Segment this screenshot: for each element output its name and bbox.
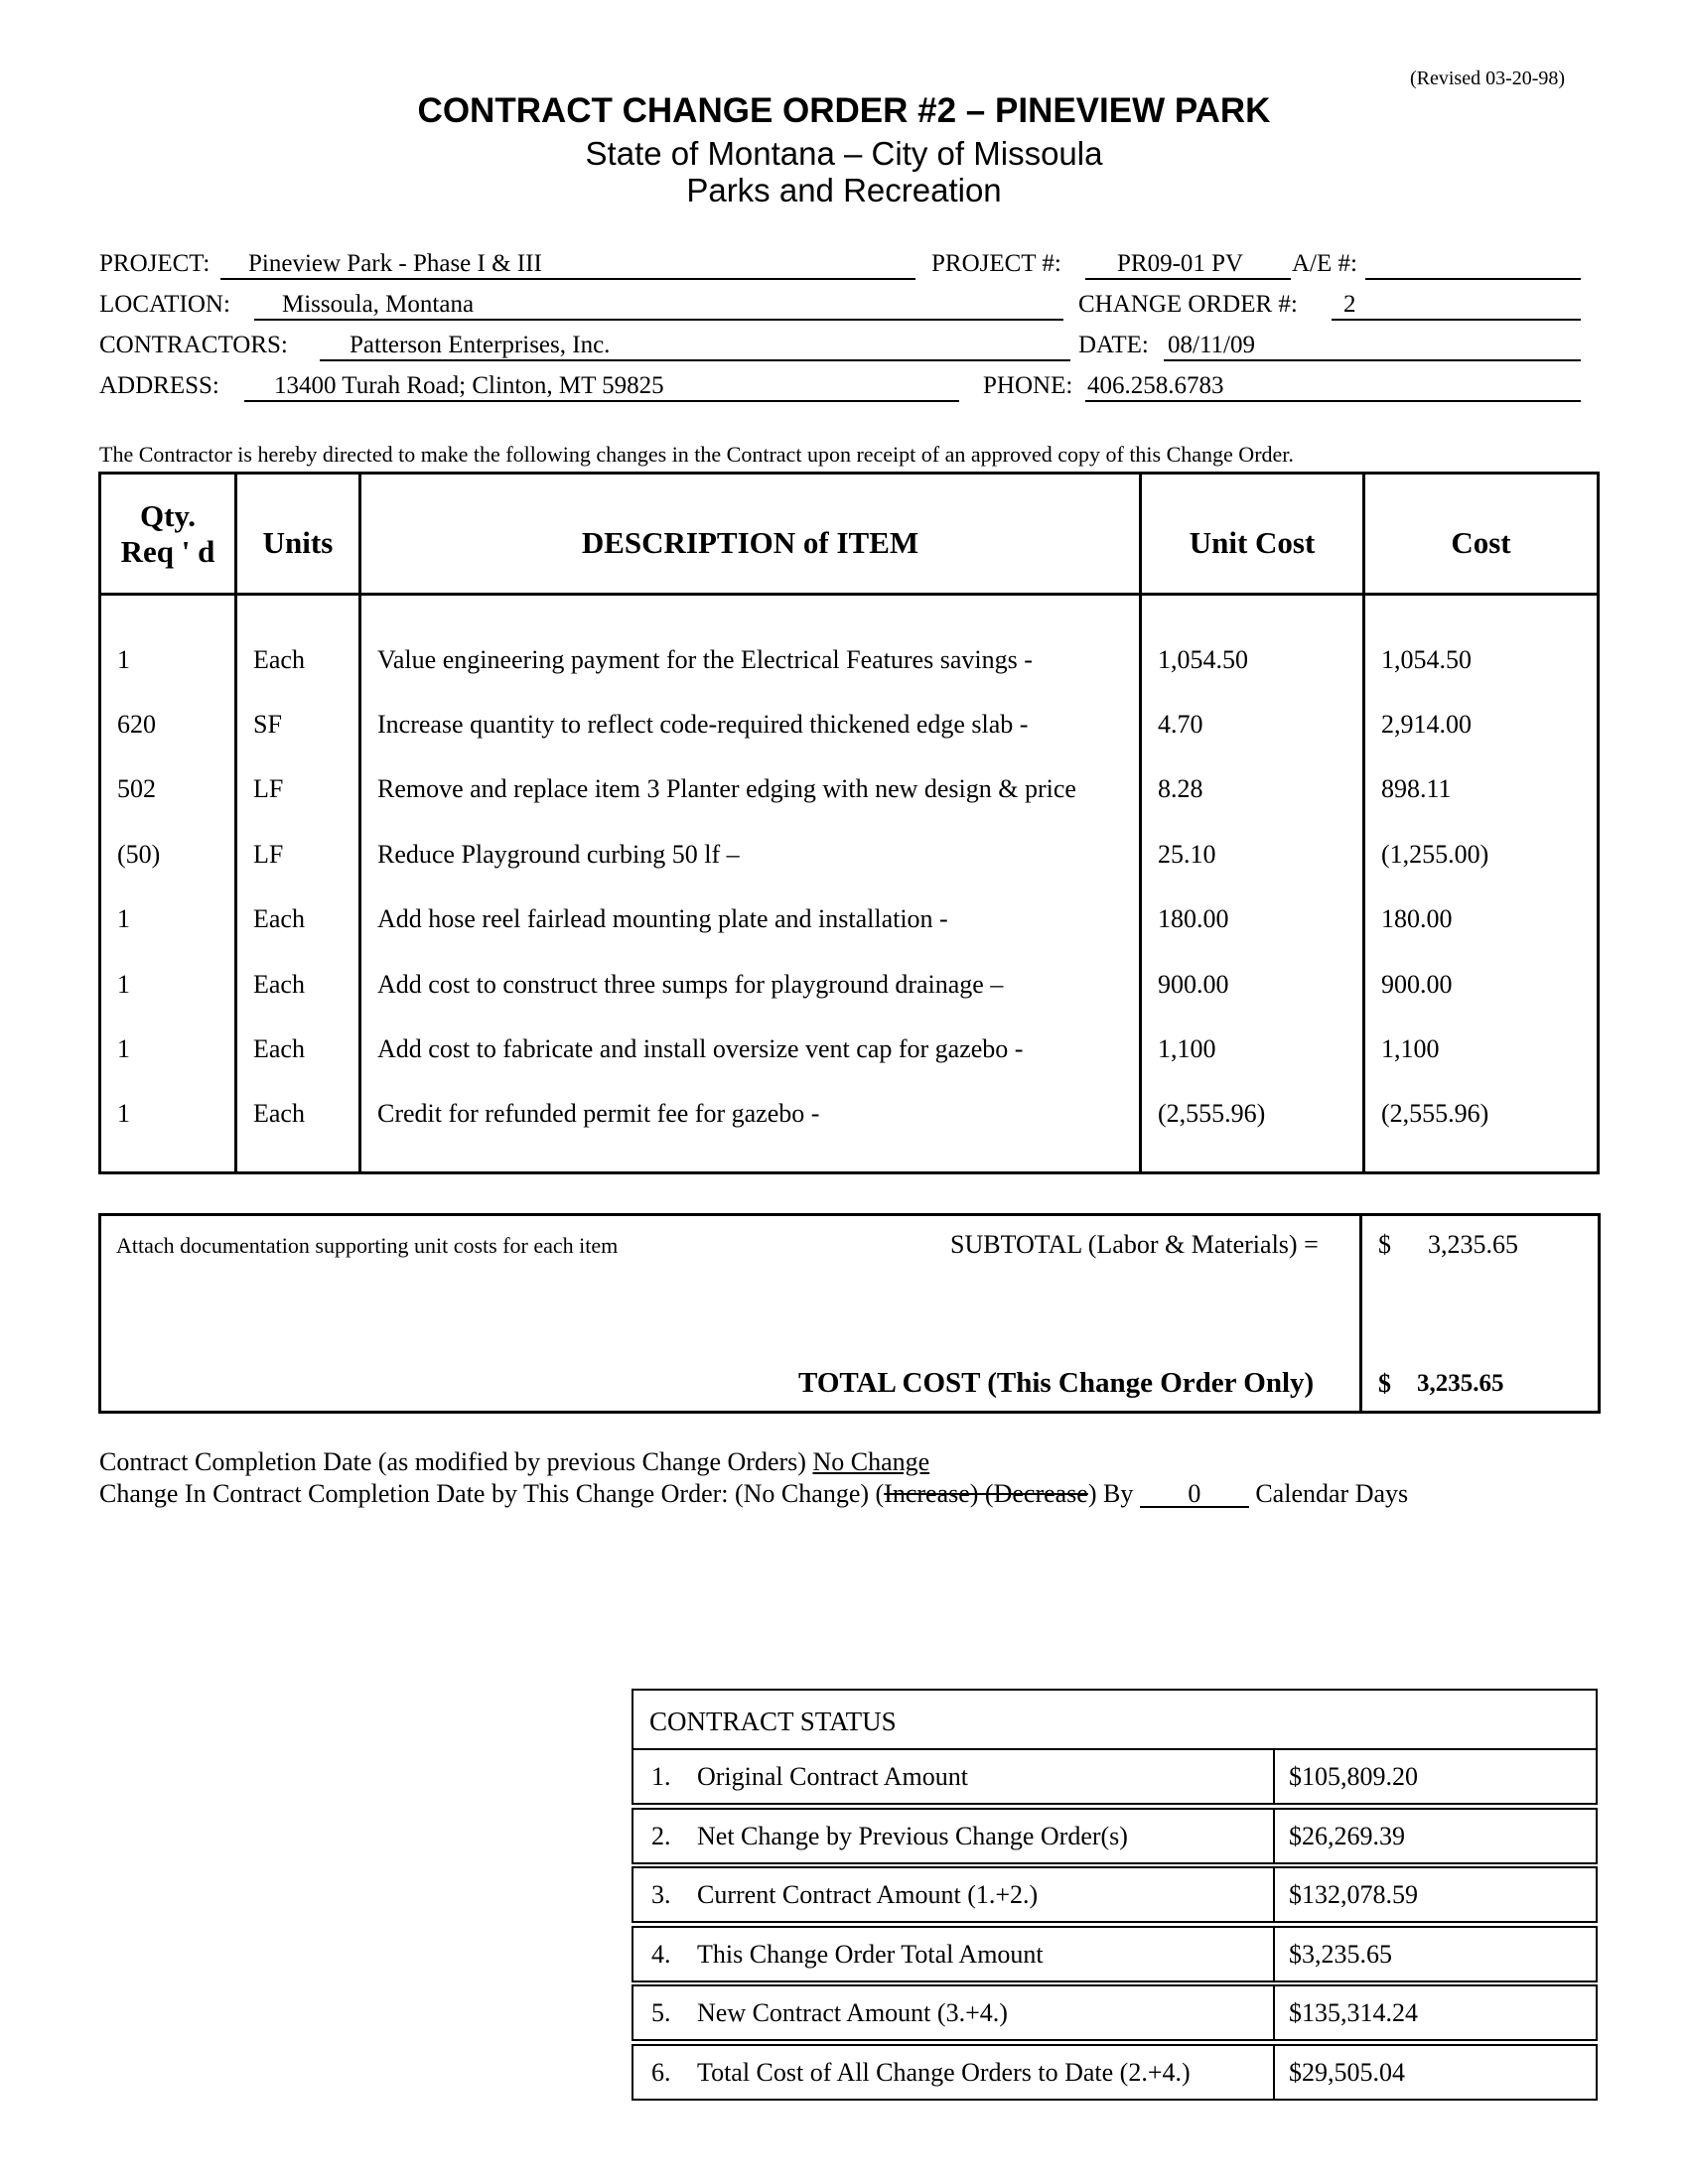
col-header-units: Units: [236, 474, 360, 595]
status-row-number: 2.: [651, 1821, 671, 1850]
completion-change-prefix: Change In Contract Completion Date by This Change Order: (No Change) (: [99, 1479, 885, 1508]
contract-status-header: [632, 1689, 1598, 1750]
directive-text: The Contractor is hereby directed to make the following changes in the Contract upon receipt of an approved copy of this Change Order.: [99, 442, 1294, 467]
project-number-field: [1085, 250, 1291, 280]
status-row-label: Total Cost of All Change Orders to Date (2.+4.): [697, 2057, 1191, 2087]
col-header-unit-cost: Unit Cost: [1141, 474, 1364, 595]
qty-column: [100, 595, 236, 1173]
status-row-number: 3.: [651, 1880, 671, 1909]
units-cell: LF: [253, 774, 284, 803]
qty-cell: 1: [117, 1034, 130, 1063]
phone-field: [1085, 372, 1581, 402]
contractors-field: [320, 332, 1070, 361]
status-row-number: 5.: [651, 1998, 671, 2027]
status-row-label: Current Contract Amount (1.+2.): [697, 1880, 1039, 1909]
units-cell: Each: [253, 645, 305, 674]
date-value: 08/11/09: [1168, 332, 1255, 358]
change-items-table: [98, 472, 1600, 1174]
status-row-amount: $26,269.39: [1289, 1821, 1405, 1850]
subtotal-value: 3,235.65: [1428, 1230, 1518, 1259]
status-row-divider: [1273, 1868, 1275, 1921]
unit-cost-column: [1141, 595, 1364, 1173]
unit-cost-cell: 1,054.50: [1158, 645, 1248, 674]
unit-cost-cell: 4.70: [1158, 710, 1203, 739]
completion-change-line: [99, 1479, 1408, 1509]
address-field: [244, 372, 959, 402]
status-row-label: New Contract Amount (3.+4.): [697, 1998, 1008, 2027]
status-row-divider: [1273, 1810, 1275, 1862]
contractors-value: Patterson Enterprises, Inc.: [350, 332, 611, 358]
document-subtitle-state: State of Montana – City of Missoula: [585, 135, 1103, 172]
status-row: [632, 1808, 1598, 1864]
status-row-amount: $132,078.59: [1289, 1880, 1418, 1909]
description-cell: Reduce Playground curbing 50 lf –: [377, 840, 740, 869]
contractors-label: CONTRACTORS:: [99, 332, 288, 358]
status-row-amount: $29,505.04: [1289, 2057, 1405, 2087]
unit-cost-cell: 1,100: [1158, 1034, 1216, 1063]
project-number-label: PROJECT #:: [931, 250, 1061, 277]
date-field: [1164, 332, 1581, 361]
status-row-divider: [1273, 1986, 1275, 2039]
unit-cost-cell: (2,555.96): [1158, 1099, 1266, 1128]
qty-cell: 1: [117, 904, 130, 933]
cost-cell: 898.11: [1381, 774, 1452, 803]
revision-note: (Revised 03-20-98): [1410, 68, 1566, 89]
document-title: CONTRACT CHANGE ORDER #2 – PINEVIEW PARK: [417, 91, 1271, 130]
cost-cell: (2,555.96): [1381, 1099, 1489, 1128]
location-label: LOCATION:: [99, 291, 230, 318]
status-row-amount: $3,235.65: [1289, 1939, 1392, 1969]
col-header-qty-line1: Qty.: [140, 497, 196, 533]
table-body-row: [100, 595, 1599, 1173]
project-field: [220, 250, 915, 280]
qty-cell: 620: [117, 710, 156, 739]
qty-cell: (50): [117, 840, 161, 869]
qty-cell: 1: [117, 970, 130, 999]
cost-cell: 1,054.50: [1381, 645, 1472, 674]
units-cell: Each: [253, 970, 305, 999]
location-value: Missoula, Montana: [282, 291, 475, 318]
qty-cell: 502: [117, 774, 156, 803]
qty-cell: 1: [117, 1099, 130, 1128]
description-cell: Value engineering payment for the Electrical Features savings -: [377, 645, 1033, 674]
completion-date-value: No Change: [812, 1447, 930, 1476]
status-row-label: Original Contract Amount: [697, 1762, 968, 1791]
status-row-label: Net Change by Previous Change Order(s): [697, 1821, 1128, 1850]
ae-number-field: [1365, 250, 1581, 280]
status-row: [632, 1866, 1598, 1923]
unit-cost-cell: 180.00: [1158, 904, 1229, 933]
project-value: Pineview Park - Phase I & III: [248, 250, 542, 277]
status-row-number: 4.: [651, 1939, 671, 1969]
status-row-divider: [1273, 2046, 1275, 2099]
table-header-row: [100, 474, 1599, 595]
col-header-qty: [100, 474, 236, 595]
calendar-days-value: 0: [1140, 1482, 1249, 1508]
subtotal-label: SUBTOTAL (Labor & Materials) =: [950, 1230, 1319, 1259]
description-cell: Add cost to construct three sumps for playground drainage –: [377, 970, 1004, 999]
unit-cost-cell: 900.00: [1158, 970, 1229, 999]
completion-change-suffix: Calendar Days: [1255, 1479, 1409, 1508]
status-row-label: This Change Order Total Amount: [697, 1939, 1044, 1969]
description-cell: Remove and replace item 3 Planter edging with new design & price: [377, 774, 1076, 803]
address-value: 13400 Turah Road; Clinton, MT 59825: [274, 372, 664, 399]
units-column: [236, 595, 360, 1173]
description-cell: Credit for refunded permit fee for gazebo -: [377, 1099, 820, 1128]
change-order-field: [1332, 291, 1581, 321]
status-row: [632, 1926, 1598, 1982]
change-order-label: CHANGE ORDER #:: [1078, 291, 1298, 318]
completion-date-line: [99, 1447, 929, 1477]
subtotal-divider: [1359, 1213, 1362, 1411]
cost-cell: 2,914.00: [1381, 710, 1472, 739]
change-order-value: 2: [1343, 291, 1356, 318]
qty-cell: 1: [117, 645, 130, 674]
units-cell: SF: [253, 710, 282, 739]
status-row-amount: $105,809.20: [1289, 1762, 1418, 1791]
project-label: PROJECT:: [99, 250, 211, 277]
location-field: [254, 291, 1063, 321]
total-cost-currency: $: [1378, 1369, 1391, 1398]
cost-cell: 180.00: [1381, 904, 1453, 933]
ae-number-label: A/E #:: [1292, 250, 1357, 277]
unit-cost-cell: 25.10: [1158, 840, 1216, 869]
document-subtitle-department: Parks and Recreation: [686, 172, 1002, 208]
units-cell: Each: [253, 1034, 305, 1063]
description-cell: Increase quantity to reflect code-required thickened edge slab -: [377, 710, 1029, 739]
status-row: [632, 1748, 1598, 1805]
units-cell: LF: [253, 840, 284, 869]
cost-column: [1364, 595, 1599, 1173]
description-column: [360, 595, 1141, 1173]
description-cell: Add cost to fabricate and install oversize vent cap for gazebo -: [377, 1034, 1024, 1063]
col-header-qty-line2: Req ' d: [120, 533, 215, 569]
units-cell: Each: [253, 1099, 305, 1128]
col-header-description: DESCRIPTION of ITEM: [360, 474, 1141, 595]
phone-value: 406.258.6783: [1087, 372, 1224, 399]
col-header-cost: Cost: [1364, 474, 1599, 595]
cost-cell: 1,100: [1381, 1034, 1440, 1063]
completion-change-struck: Increase) (Decrease: [884, 1479, 1088, 1508]
cost-cell: 900.00: [1381, 970, 1453, 999]
status-row-divider: [1273, 1928, 1275, 1980]
completion-date-text: Contract Completion Date (as modified by previous Change Orders): [99, 1447, 806, 1476]
status-row: [632, 2044, 1598, 2101]
status-row-amount: $135,314.24: [1289, 1998, 1418, 2027]
completion-change-mid: ) By: [1087, 1479, 1134, 1508]
phone-label: PHONE:: [983, 372, 1073, 399]
total-cost-value: 3,235.65: [1417, 1370, 1504, 1397]
description-cell: Add hose reel fairlead mounting plate and installation -: [377, 904, 948, 933]
documentation-note: Attach documentation supporting unit costs for each item: [116, 1233, 619, 1258]
contract-status-title: CONTRACT STATUS: [649, 1706, 897, 1736]
total-cost-label: TOTAL COST (This Change Order Only): [798, 1367, 1315, 1399]
address-label: ADDRESS:: [99, 372, 219, 399]
date-label: DATE:: [1078, 332, 1149, 358]
cost-cell: (1,255.00): [1381, 840, 1489, 869]
status-row-divider: [1273, 1750, 1275, 1803]
unit-cost-cell: 8.28: [1158, 774, 1203, 803]
project-number-value: PR09-01 PV: [1117, 250, 1244, 277]
status-row: [632, 1984, 1598, 2041]
units-cell: Each: [253, 904, 305, 933]
subtotal-currency: $: [1378, 1230, 1391, 1259]
status-row-number: 1.: [651, 1762, 671, 1791]
status-row-number: 6.: [651, 2057, 671, 2087]
